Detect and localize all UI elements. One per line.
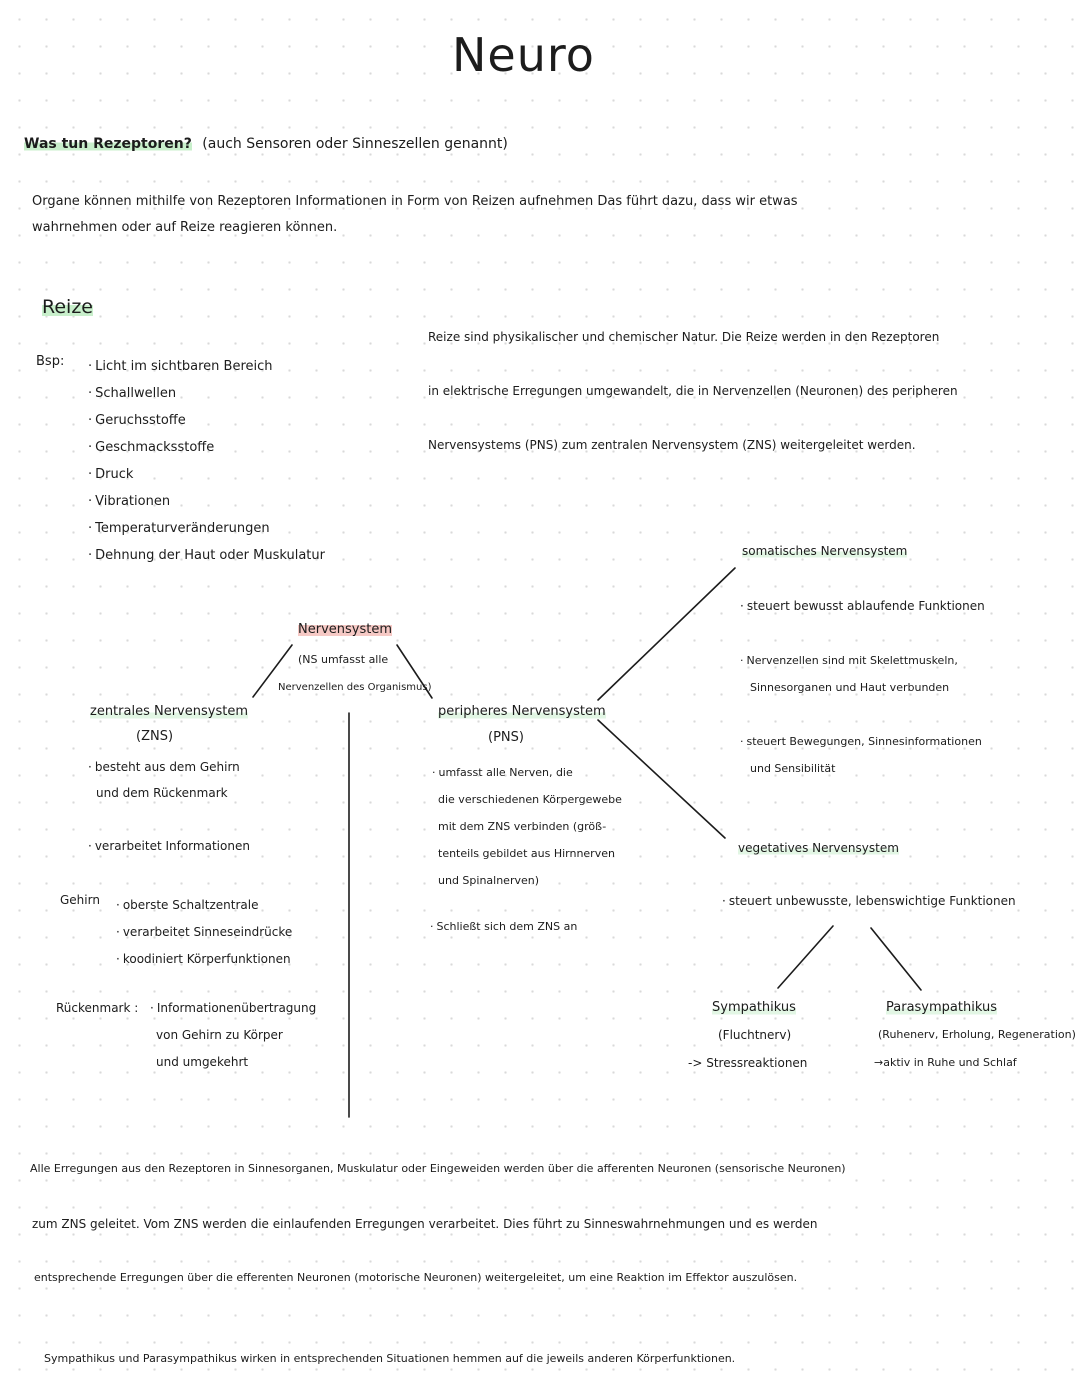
pns-point2 <box>430 920 577 933</box>
pns-point1-line: tenteils gebildet aus Hirnnerven <box>438 847 615 860</box>
list-item: · koodiniert Körperfunktionen <box>116 946 292 973</box>
list-item: · Vibrationen <box>88 488 325 515</box>
summary-line2: zum ZNS geleitet. Vom ZNS werden die einlaufenden Erregungen verarbeitet. Dies führt zu Sinneswahrnehmungen und es werden <box>32 1217 818 1231</box>
pns-abbr: (PNS) <box>488 730 524 745</box>
parasympathetic-effect: →aktiv in Ruhe und Schlaf <box>874 1056 1017 1069</box>
pns-point2-text: · Schließt sich dem ZNS an <box>430 920 577 933</box>
sympathetic-node <box>712 1000 796 1015</box>
cns-point2 <box>88 839 250 853</box>
list-item: · Schallwellen <box>88 380 325 407</box>
cns-label: zentrales Nervensystem <box>90 704 248 719</box>
pns-label: peripheres Nervensystem <box>438 704 606 719</box>
brain-label: Gehirn <box>60 893 100 907</box>
list-item: · Temperaturveränderungen <box>88 515 325 542</box>
summary-line4: Sympathikus und Parasympathikus wirken in entsprechenden Situationen hemmen auf die jeweils anderen Körperfunktionen. <box>44 1352 736 1365</box>
receptors-heading: Was tun Rezeptoren? <box>24 136 192 152</box>
brain-points <box>116 892 292 973</box>
cns-point1-line1 <box>88 760 240 774</box>
list-item: · Geschmacksstoffe <box>88 434 325 461</box>
pns-point1-line: mit dem ZNS verbinden (größ- <box>438 820 607 833</box>
stimuli-heading-wrap <box>42 296 93 318</box>
stimuli-heading: Reize <box>42 296 93 318</box>
receptors-text-line2: wahrnehmen oder auf Reize reagieren können. <box>32 220 338 235</box>
vegetative-node <box>738 841 899 855</box>
pns-point1-line: · umfasst alle Nerven, die <box>432 759 622 786</box>
parasympathetic-node <box>886 1000 997 1015</box>
pns-point1 <box>432 759 622 894</box>
sympathetic-effect: -> Stressreaktionen <box>688 1056 808 1070</box>
somatic-point3-line2: und Sensibilität <box>750 762 836 775</box>
parasympathetic-sub: (Ruhenerv, Erholung, Regeneration) <box>878 1028 1076 1041</box>
spine-line1-text: · Informationenübertragung <box>150 1001 316 1015</box>
list-item: · oberste Schaltzentrale <box>116 892 292 919</box>
receptors-heading-note: (auch Sensoren oder Sinneszellen genannt) <box>202 136 508 152</box>
spine-line1 <box>150 1001 316 1015</box>
list-item: · Druck <box>88 461 325 488</box>
somatic-point1 <box>740 599 985 613</box>
somatic-point3-text: · steuert Bewegungen, Sinnesinformationen <box>740 735 982 748</box>
cns-abbr: (ZNS) <box>136 729 174 744</box>
line-pns-to-somatic <box>598 568 735 700</box>
sympathetic-sub: (Fluchtnerv) <box>718 1028 792 1042</box>
cns-point2-text: · verarbeitet Informationen <box>88 839 250 853</box>
line-veg-to-parasympathetic <box>871 928 921 990</box>
stimuli-text-line3: Nervensystems (PNS) zum zentralen Nervensystem (ZNS) weitergeleitet werden. <box>428 438 916 452</box>
somatic-point1-text: · steuert bewusst ablaufende Funktionen <box>740 599 985 613</box>
list-item: · Licht im sichtbaren Bereich <box>88 353 325 380</box>
receptors-heading-row <box>24 136 508 152</box>
somatic-point2-line2: Sinnesorganen und Haut verbunden <box>750 681 950 694</box>
spine-line3: und umgekehrt <box>156 1055 249 1069</box>
ns-note-line2: Nervenzellen des Organismus) <box>278 682 432 693</box>
page-title: Neuro <box>452 28 595 82</box>
somatic-point2-line1 <box>740 654 958 667</box>
somatic-point3-line1 <box>740 735 982 748</box>
parasympathetic-label: Parasympathikus <box>886 1000 997 1015</box>
stimuli-text-line2: in elektrische Erregungen umgewandelt, die in Nervenzellen (Neuronen) des peripheren <box>428 384 958 398</box>
summary-line1: Alle Erregungen aus den Rezeptoren in Sinnesorganen, Muskulatur oder Eingeweiden werden über die afferenten Neuronen (sensorische Neuronen) <box>30 1162 846 1175</box>
summary-line3: entsprechende Erregungen über die efferenten Neuronen (motorische Neuronen) weitergeleitet, um eine Reaktion im Effektor auszulösen. <box>34 1271 798 1284</box>
cns-point1-line2: und dem Rückenmark <box>96 786 228 800</box>
receptors-text-line1: Organe können mithilfe von Rezeptoren Informationen in Form von Reizen aufnehmen Das führt dazu, dass wir etwas <box>32 194 798 209</box>
pns-point1-line: und Spinalnerven) <box>438 874 540 887</box>
list-item: · Geruchsstoffe <box>88 407 325 434</box>
stimuli-example-label: Bsp: <box>36 354 65 369</box>
vegetative-point1 <box>722 894 1016 908</box>
sympathetic-label: Sympathikus <box>712 1000 796 1015</box>
cns-point1-text: · besteht aus dem Gehirn <box>88 760 240 774</box>
cns-node <box>90 704 248 719</box>
ns-note-line1: (NS umfasst alle <box>298 653 389 666</box>
pns-node <box>438 704 606 719</box>
somatic-label: somatisches Nervensystem <box>742 544 908 558</box>
stimuli-example-list <box>88 353 325 569</box>
vegetative-point1-text: · steuert unbewusste, lebenswichtige Funktionen <box>722 894 1016 908</box>
list-item: · verarbeitet Sinneseindrücke <box>116 919 292 946</box>
list-item: · Dehnung der Haut oder Muskulatur <box>88 542 325 569</box>
ns-node <box>298 622 392 637</box>
somatic-point2-text: · Nervenzellen sind mit Skelettmuskeln, <box>740 654 958 667</box>
vegetative-label: vegetatives Nervensystem <box>738 841 899 855</box>
stimuli-text-line1: Reize sind physikalischer und chemischer Natur. Die Reize werden in den Rezeptoren <box>428 330 940 344</box>
pns-point1-line: die verschiedenen Körpergewebe <box>438 793 622 806</box>
somatic-node <box>742 544 907 558</box>
spine-line2: von Gehirn zu Körper <box>156 1028 283 1042</box>
ns-label: Nervensystem <box>298 622 392 637</box>
line-veg-to-sympathetic <box>778 926 833 988</box>
spine-label: Rückenmark : <box>56 1001 139 1015</box>
